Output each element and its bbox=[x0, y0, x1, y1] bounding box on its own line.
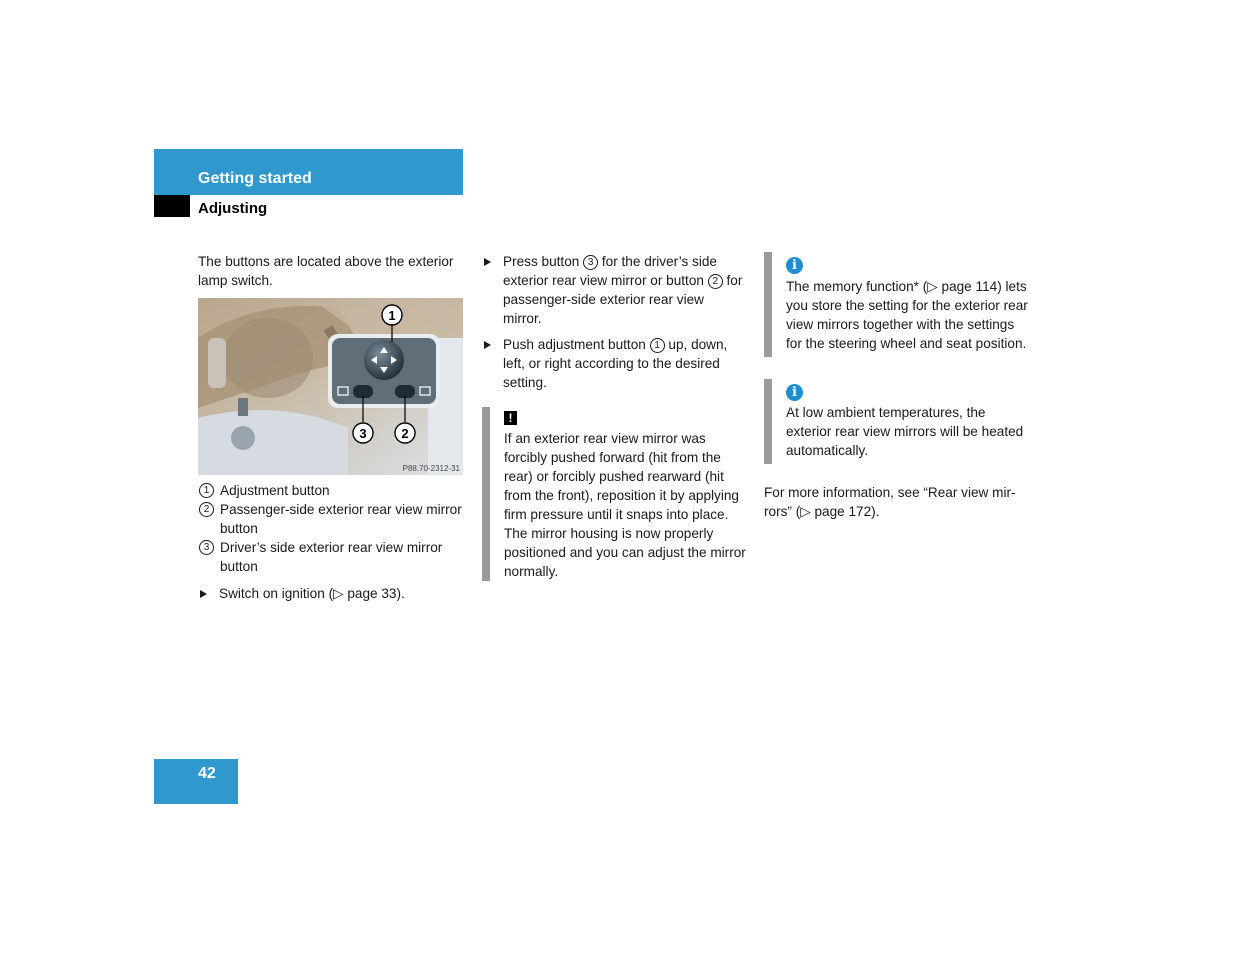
warning-text: If an exterior rear view mirror was forcibly pushed forward (hit from the rear) or forcibly pushed rearward (hit from the front), reposition it by applying firm pressure until it snaps into place. The mirror housing is now properly positioned and you can adjust the mirror normally. bbox=[504, 431, 746, 579]
step-text: Push adjustment button bbox=[503, 337, 646, 352]
svg-text:1: 1 bbox=[388, 308, 396, 323]
info-note bbox=[764, 379, 1032, 464]
mirror-controls-illustration bbox=[198, 298, 463, 475]
legend-text: Passenger-side exterior rear view mirror button bbox=[220, 502, 462, 536]
legend-number: 1 bbox=[199, 483, 214, 498]
inline-number: 1 bbox=[650, 338, 665, 353]
info-icon: i bbox=[786, 257, 803, 274]
subsection-marker bbox=[154, 195, 190, 217]
svg-text:3: 3 bbox=[359, 426, 367, 441]
dashboard-illustration bbox=[198, 298, 463, 475]
figure-legend bbox=[198, 481, 466, 576]
note-bar bbox=[764, 379, 772, 464]
legend-item bbox=[198, 500, 466, 538]
legend-number: 2 bbox=[199, 502, 214, 517]
warning-icon: ! bbox=[504, 411, 517, 425]
legend-text: Driver’s side exterior rear view mirror button bbox=[220, 540, 443, 574]
more-info-text: For more information, see “Rear view mir-rors” (▷ page 172). bbox=[764, 485, 1016, 519]
inline-number: 3 bbox=[583, 255, 598, 270]
legend-item bbox=[198, 538, 466, 576]
step-ignition: Switch on ignition (▷ page 33). bbox=[198, 584, 466, 603]
step-text: Press button bbox=[503, 254, 580, 269]
step-text: for passenger-side exterior rear view mirror. bbox=[503, 273, 743, 326]
info-note bbox=[764, 252, 1032, 357]
svg-text:2: 2 bbox=[401, 426, 409, 441]
step-text: for the driver’s side exterior rear view mirror or button bbox=[503, 254, 717, 288]
note-bar bbox=[482, 407, 490, 581]
info-text: At low ambient temperatures, the exterior rear view mirrors will be heated automatically. bbox=[786, 405, 1024, 458]
intro-text: The buttons are located above the exterior lamp switch. bbox=[198, 254, 454, 288]
step-text: up, down, left, or right according to the desired setting. bbox=[503, 337, 728, 390]
column-right bbox=[764, 252, 1032, 521]
column-middle bbox=[482, 252, 746, 581]
note-bar bbox=[764, 252, 772, 357]
info-text: The memory function* (▷ page 114) lets you store the setting for the exterior rear view mirrors together with the settings for the steering wheel and seat position. bbox=[786, 279, 1028, 351]
subsection-title: Adjusting bbox=[198, 200, 268, 217]
step-press-button bbox=[482, 252, 746, 328]
legend-text: Adjustment button bbox=[220, 483, 330, 498]
column-left bbox=[198, 252, 466, 603]
warning-note bbox=[482, 407, 746, 581]
legend-item bbox=[198, 481, 466, 500]
figure-code: P88.70-2312-31 bbox=[402, 464, 460, 473]
page-number: 42 bbox=[198, 765, 216, 782]
section-title: Getting started bbox=[198, 170, 312, 187]
info-icon: i bbox=[786, 384, 803, 401]
legend-number: 3 bbox=[199, 540, 214, 555]
step-push-adjustment bbox=[482, 335, 746, 392]
inline-number: 2 bbox=[708, 274, 723, 289]
